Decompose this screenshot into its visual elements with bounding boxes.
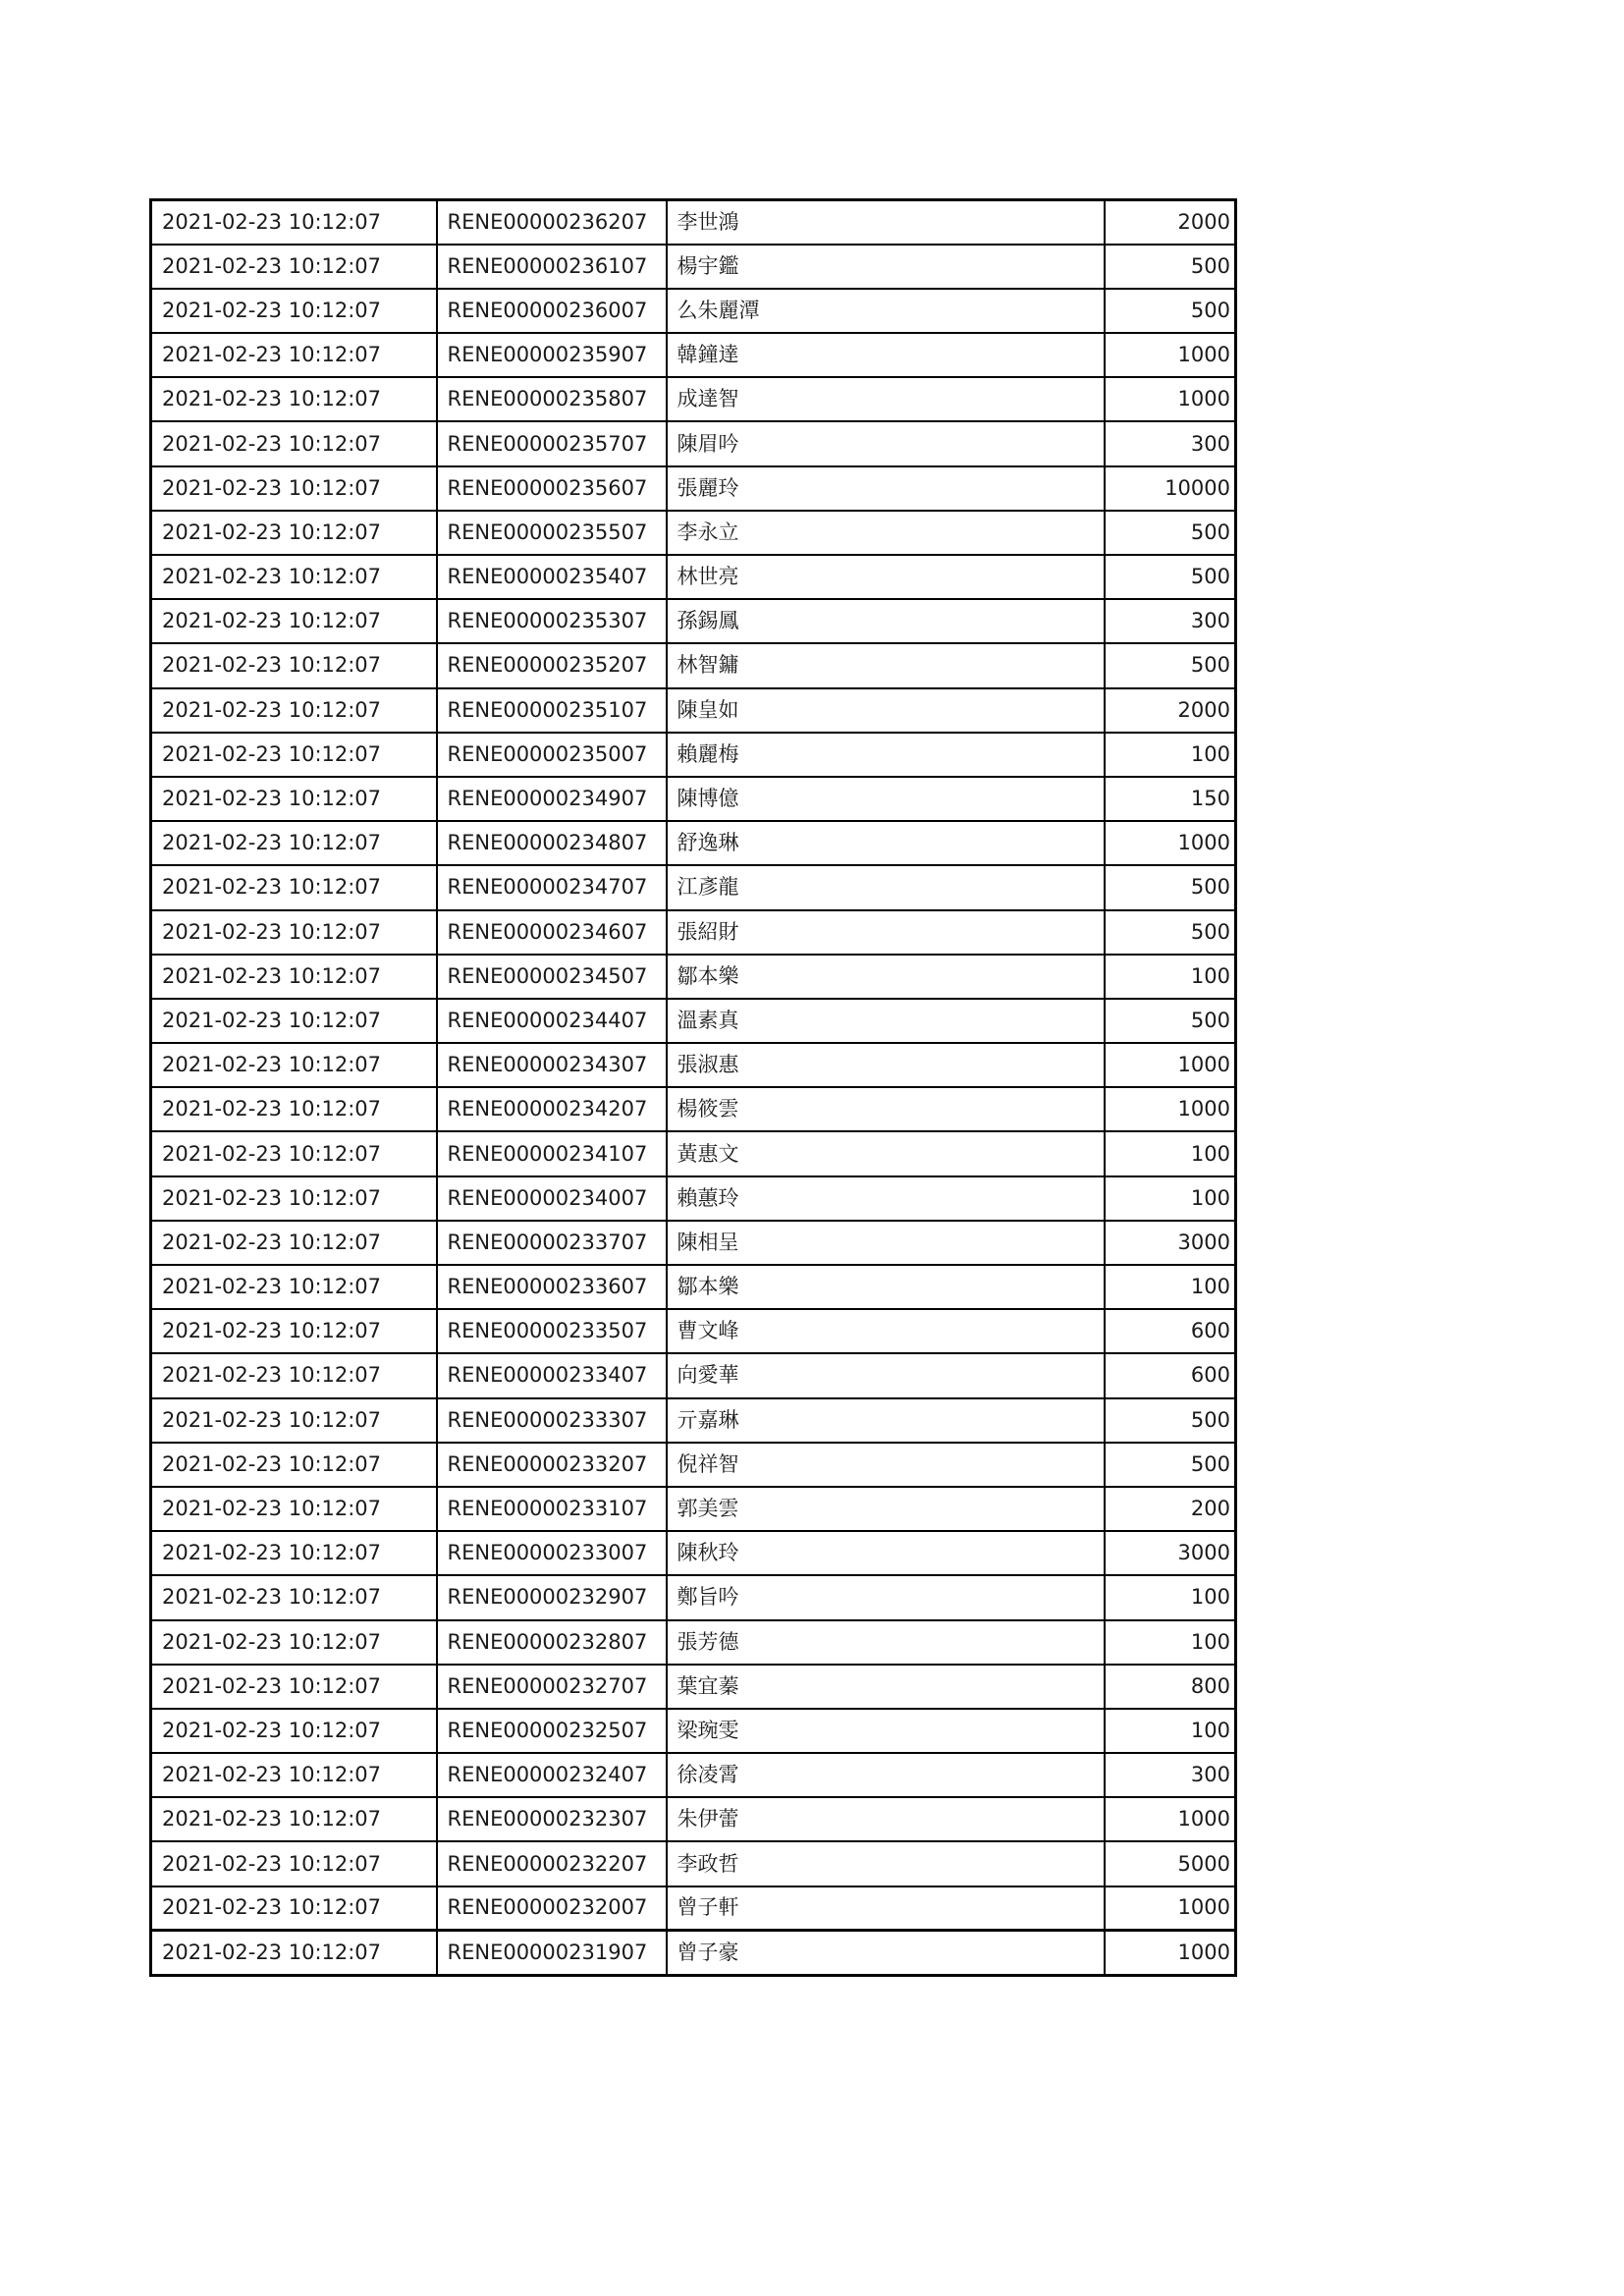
record-id-cell: RENE00000231907 xyxy=(437,1931,667,1975)
datetime-cell: 2021-02-23 10:12:07 xyxy=(151,1886,437,1931)
donor-name-cell: 葉宜蓁 xyxy=(667,1665,1105,1709)
record-id-cell: RENE00000235807 xyxy=(437,377,667,421)
table-row xyxy=(151,688,1236,733)
datetime-cell: 2021-02-23 10:12:07 xyxy=(151,1531,437,1575)
donor-name-cell: 張淑惠 xyxy=(667,1043,1105,1087)
donor-name-cell: 李政哲 xyxy=(667,1841,1105,1886)
datetime-cell: 2021-02-23 10:12:07 xyxy=(151,245,437,289)
table-row xyxy=(151,643,1236,687)
datetime-cell: 2021-02-23 10:12:07 xyxy=(151,733,437,777)
datetime-cell: 2021-02-23 10:12:07 xyxy=(151,1043,437,1087)
donor-name-cell: 陳博億 xyxy=(667,777,1105,821)
donor-name-cell: 向愛華 xyxy=(667,1353,1105,1397)
amount-cell: 1000 xyxy=(1105,821,1236,865)
donor-name-cell: 林世亮 xyxy=(667,555,1105,599)
datetime-cell: 2021-02-23 10:12:07 xyxy=(151,643,437,687)
amount-cell: 500 xyxy=(1105,1443,1236,1487)
table-row xyxy=(151,1043,1236,1087)
datetime-cell: 2021-02-23 10:12:07 xyxy=(151,1265,437,1309)
record-id-cell: RENE00000236007 xyxy=(437,289,667,333)
record-id-cell: RENE00000233407 xyxy=(437,1353,667,1397)
record-id-cell: RENE00000232307 xyxy=(437,1797,667,1841)
datetime-cell: 2021-02-23 10:12:07 xyxy=(151,910,437,955)
datetime-cell: 2021-02-23 10:12:07 xyxy=(151,1443,437,1487)
datetime-cell: 2021-02-23 10:12:07 xyxy=(151,955,437,999)
amount-cell: 1000 xyxy=(1105,377,1236,421)
donation-ledger-table xyxy=(149,198,1237,1977)
table-row xyxy=(151,1931,1236,1975)
record-id-cell: RENE00000236107 xyxy=(437,245,667,289)
record-id-cell: RENE00000233607 xyxy=(437,1265,667,1309)
record-id-cell: RENE00000234007 xyxy=(437,1176,667,1221)
table-row xyxy=(151,1620,1236,1665)
table-row xyxy=(151,821,1236,865)
donor-name-cell: 徐凌霄 xyxy=(667,1753,1105,1797)
datetime-cell: 2021-02-23 10:12:07 xyxy=(151,1398,437,1443)
donor-name-cell: 郭美雲 xyxy=(667,1487,1105,1531)
amount-cell: 500 xyxy=(1105,1398,1236,1443)
datetime-cell: 2021-02-23 10:12:07 xyxy=(151,333,437,377)
table-row xyxy=(151,1443,1236,1487)
table-row xyxy=(151,289,1236,333)
table-row xyxy=(151,1753,1236,1797)
datetime-cell: 2021-02-23 10:12:07 xyxy=(151,289,437,333)
datetime-cell: 2021-02-23 10:12:07 xyxy=(151,1665,437,1709)
record-id-cell: RENE00000236207 xyxy=(437,200,667,245)
record-id-cell: RENE00000235107 xyxy=(437,688,667,733)
datetime-cell: 2021-02-23 10:12:07 xyxy=(151,1575,437,1619)
record-id-cell: RENE00000234407 xyxy=(437,999,667,1043)
donor-name-cell: 溫素真 xyxy=(667,999,1105,1043)
record-id-cell: RENE00000235207 xyxy=(437,643,667,687)
record-id-cell: RENE00000232507 xyxy=(437,1709,667,1753)
donor-name-cell: 陳皇如 xyxy=(667,688,1105,733)
table-row xyxy=(151,1487,1236,1531)
record-id-cell: RENE00000235007 xyxy=(437,733,667,777)
table-row xyxy=(151,910,1236,955)
amount-cell: 600 xyxy=(1105,1309,1236,1353)
donor-name-cell: 成達智 xyxy=(667,377,1105,421)
record-id-cell: RENE00000234707 xyxy=(437,865,667,909)
amount-cell: 5000 xyxy=(1105,1841,1236,1886)
amount-cell: 800 xyxy=(1105,1665,1236,1709)
donor-name-cell: 張紹財 xyxy=(667,910,1105,955)
table-row xyxy=(151,599,1236,643)
amount-cell: 1000 xyxy=(1105,333,1236,377)
table-row xyxy=(151,1709,1236,1753)
record-id-cell: RENE00000232007 xyxy=(437,1886,667,1931)
datetime-cell: 2021-02-23 10:12:07 xyxy=(151,777,437,821)
amount-cell: 500 xyxy=(1105,511,1236,555)
table-row xyxy=(151,865,1236,909)
donor-name-cell: 韓鐘達 xyxy=(667,333,1105,377)
datetime-cell: 2021-02-23 10:12:07 xyxy=(151,688,437,733)
datetime-cell: 2021-02-23 10:12:07 xyxy=(151,1221,437,1265)
table-row xyxy=(151,777,1236,821)
amount-cell: 2000 xyxy=(1105,688,1236,733)
amount-cell: 100 xyxy=(1105,733,1236,777)
datetime-cell: 2021-02-23 10:12:07 xyxy=(151,1131,437,1175)
datetime-cell: 2021-02-23 10:12:07 xyxy=(151,511,437,555)
datetime-cell: 2021-02-23 10:12:07 xyxy=(151,1797,437,1841)
datetime-cell: 2021-02-23 10:12:07 xyxy=(151,1487,437,1531)
amount-cell: 1000 xyxy=(1105,1087,1236,1131)
datetime-cell: 2021-02-23 10:12:07 xyxy=(151,1709,437,1753)
datetime-cell: 2021-02-23 10:12:07 xyxy=(151,377,437,421)
donor-name-cell: 倪祥智 xyxy=(667,1443,1105,1487)
table-row xyxy=(151,377,1236,421)
donor-name-cell: 黃惠文 xyxy=(667,1131,1105,1175)
table-row xyxy=(151,421,1236,465)
amount-cell: 500 xyxy=(1105,289,1236,333)
amount-cell: 500 xyxy=(1105,643,1236,687)
donor-name-cell: 么朱麗潭 xyxy=(667,289,1105,333)
table-row xyxy=(151,1531,1236,1575)
table-row xyxy=(151,1353,1236,1397)
datetime-cell: 2021-02-23 10:12:07 xyxy=(151,599,437,643)
record-id-cell: RENE00000235907 xyxy=(437,333,667,377)
donor-name-cell: 曹文峰 xyxy=(667,1309,1105,1353)
donor-name-cell: 梁琬雯 xyxy=(667,1709,1105,1753)
datetime-cell: 2021-02-23 10:12:07 xyxy=(151,555,437,599)
donor-name-cell: 張麗玲 xyxy=(667,466,1105,511)
amount-cell: 500 xyxy=(1105,555,1236,599)
datetime-cell: 2021-02-23 10:12:07 xyxy=(151,821,437,865)
amount-cell: 100 xyxy=(1105,1265,1236,1309)
record-id-cell: RENE00000232407 xyxy=(437,1753,667,1797)
record-id-cell: RENE00000232707 xyxy=(437,1665,667,1709)
donor-name-cell: 賴麗梅 xyxy=(667,733,1105,777)
donor-name-cell: 陳相呈 xyxy=(667,1221,1105,1265)
datetime-cell: 2021-02-23 10:12:07 xyxy=(151,1753,437,1797)
record-id-cell: RENE00000234807 xyxy=(437,821,667,865)
donor-name-cell: 曾子軒 xyxy=(667,1886,1105,1931)
amount-cell: 100 xyxy=(1105,1131,1236,1175)
amount-cell: 100 xyxy=(1105,1575,1236,1619)
table-row xyxy=(151,333,1236,377)
donor-name-cell: 楊筱雲 xyxy=(667,1087,1105,1131)
donor-name-cell: 鄭旨吟 xyxy=(667,1575,1105,1619)
donor-name-cell: 林智鏞 xyxy=(667,643,1105,687)
datetime-cell: 2021-02-23 10:12:07 xyxy=(151,1931,437,1975)
record-id-cell: RENE00000234107 xyxy=(437,1131,667,1175)
table-row xyxy=(151,466,1236,511)
table-row xyxy=(151,511,1236,555)
datetime-cell: 2021-02-23 10:12:07 xyxy=(151,200,437,245)
table-row xyxy=(151,1265,1236,1309)
record-id-cell: RENE00000235407 xyxy=(437,555,667,599)
record-id-cell: RENE00000234907 xyxy=(437,777,667,821)
donor-name-cell: 陳秋玲 xyxy=(667,1531,1105,1575)
donor-name-cell: 鄒本樂 xyxy=(667,955,1105,999)
amount-cell: 100 xyxy=(1105,1176,1236,1221)
ledger-body xyxy=(151,200,1236,1976)
amount-cell: 300 xyxy=(1105,1753,1236,1797)
table-row xyxy=(151,200,1236,245)
record-id-cell: RENE00000233707 xyxy=(437,1221,667,1265)
amount-cell: 200 xyxy=(1105,1487,1236,1531)
amount-cell: 1000 xyxy=(1105,1886,1236,1931)
record-id-cell: RENE00000235607 xyxy=(437,466,667,511)
amount-cell: 100 xyxy=(1105,1620,1236,1665)
table-row xyxy=(151,245,1236,289)
donor-name-cell: 李永立 xyxy=(667,511,1105,555)
record-id-cell: RENE00000234307 xyxy=(437,1043,667,1087)
donor-name-cell: 江彥龍 xyxy=(667,865,1105,909)
record-id-cell: RENE00000233107 xyxy=(437,1487,667,1531)
amount-cell: 300 xyxy=(1105,599,1236,643)
amount-cell: 500 xyxy=(1105,910,1236,955)
table-row xyxy=(151,955,1236,999)
table-row xyxy=(151,733,1236,777)
record-id-cell: RENE00000233207 xyxy=(437,1443,667,1487)
record-id-cell: RENE00000232207 xyxy=(437,1841,667,1886)
amount-cell: 300 xyxy=(1105,421,1236,465)
amount-cell: 100 xyxy=(1105,955,1236,999)
amount-cell: 1000 xyxy=(1105,1043,1236,1087)
datetime-cell: 2021-02-23 10:12:07 xyxy=(151,1309,437,1353)
table-row xyxy=(151,1665,1236,1709)
donor-name-cell: 孫錫鳳 xyxy=(667,599,1105,643)
donor-name-cell: 陳眉吟 xyxy=(667,421,1105,465)
datetime-cell: 2021-02-23 10:12:07 xyxy=(151,865,437,909)
donor-name-cell: 亓嘉琳 xyxy=(667,1398,1105,1443)
amount-cell: 600 xyxy=(1105,1353,1236,1397)
record-id-cell: RENE00000235507 xyxy=(437,511,667,555)
table-row xyxy=(151,1176,1236,1221)
amount-cell: 10000 xyxy=(1105,466,1236,511)
amount-cell: 500 xyxy=(1105,999,1236,1043)
table-row xyxy=(151,1131,1236,1175)
record-id-cell: RENE00000232807 xyxy=(437,1620,667,1665)
record-id-cell: RENE00000233007 xyxy=(437,1531,667,1575)
donor-name-cell: 曾子豪 xyxy=(667,1931,1105,1975)
record-id-cell: RENE00000234207 xyxy=(437,1087,667,1131)
datetime-cell: 2021-02-23 10:12:07 xyxy=(151,1841,437,1886)
record-id-cell: RENE00000235707 xyxy=(437,421,667,465)
record-id-cell: RENE00000234507 xyxy=(437,955,667,999)
record-id-cell: RENE00000235307 xyxy=(437,599,667,643)
table-row xyxy=(151,1087,1236,1131)
table-row xyxy=(151,1886,1236,1931)
table-row xyxy=(151,1309,1236,1353)
table-row xyxy=(151,1841,1236,1886)
table-row xyxy=(151,999,1236,1043)
datetime-cell: 2021-02-23 10:12:07 xyxy=(151,421,437,465)
table-row xyxy=(151,1797,1236,1841)
donor-name-cell: 朱伊蕾 xyxy=(667,1797,1105,1841)
donor-name-cell: 李世鴻 xyxy=(667,200,1105,245)
amount-cell: 500 xyxy=(1105,245,1236,289)
datetime-cell: 2021-02-23 10:12:07 xyxy=(151,999,437,1043)
donor-name-cell: 張芳德 xyxy=(667,1620,1105,1665)
amount-cell: 3000 xyxy=(1105,1221,1236,1265)
table-row xyxy=(151,1221,1236,1265)
record-id-cell: RENE00000233507 xyxy=(437,1309,667,1353)
amount-cell: 3000 xyxy=(1105,1531,1236,1575)
amount-cell: 2000 xyxy=(1105,200,1236,245)
donor-name-cell: 楊宇鑑 xyxy=(667,245,1105,289)
datetime-cell: 2021-02-23 10:12:07 xyxy=(151,1353,437,1397)
donor-name-cell: 舒逸琳 xyxy=(667,821,1105,865)
record-id-cell: RENE00000233307 xyxy=(437,1398,667,1443)
amount-cell: 1000 xyxy=(1105,1931,1236,1975)
table-row xyxy=(151,1398,1236,1443)
amount-cell: 500 xyxy=(1105,865,1236,909)
donor-name-cell: 賴蕙玲 xyxy=(667,1176,1105,1221)
table-row xyxy=(151,1575,1236,1619)
amount-cell: 150 xyxy=(1105,777,1236,821)
record-id-cell: RENE00000232907 xyxy=(437,1575,667,1619)
datetime-cell: 2021-02-23 10:12:07 xyxy=(151,466,437,511)
amount-cell: 1000 xyxy=(1105,1797,1236,1841)
datetime-cell: 2021-02-23 10:12:07 xyxy=(151,1620,437,1665)
amount-cell: 100 xyxy=(1105,1709,1236,1753)
datetime-cell: 2021-02-23 10:12:07 xyxy=(151,1176,437,1221)
record-id-cell: RENE00000234607 xyxy=(437,910,667,955)
table-row xyxy=(151,555,1236,599)
donor-name-cell: 鄒本樂 xyxy=(667,1265,1105,1309)
datetime-cell: 2021-02-23 10:12:07 xyxy=(151,1087,437,1131)
